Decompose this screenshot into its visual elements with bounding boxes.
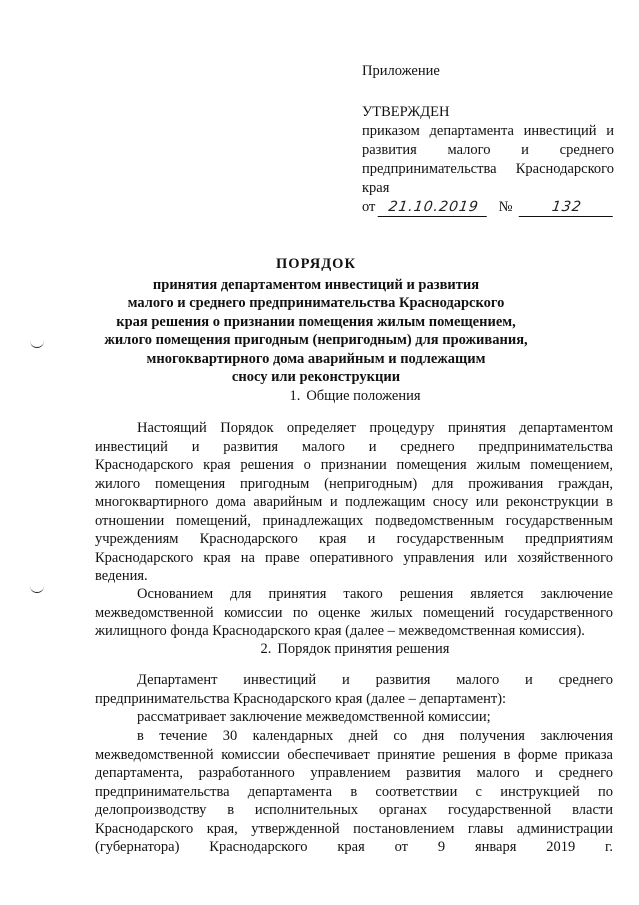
text-line: Департамент инвестиций и развития малого и среднего bbox=[137, 672, 613, 688]
date-label: от bbox=[362, 199, 376, 215]
text-line: Основанием для принятия такого решения является заключение bbox=[137, 586, 613, 602]
text-line: в течение 30 календарных дней со дня получения заключения bbox=[137, 728, 613, 744]
title-line: жилого помещения пригодным (непригодным) для проживания, bbox=[104, 332, 528, 348]
text-line: предпринимательства Краснодарского края (далее – департамент): bbox=[95, 690, 507, 707]
text-line: (губернатора) Краснодарского края от 9 января 2019 г. bbox=[95, 839, 613, 855]
approved-label: УТВЕРЖДЕН bbox=[362, 104, 450, 120]
text-line: департамента, разработанного управлением развития малого и среднего bbox=[95, 765, 613, 781]
approval-line: края bbox=[362, 180, 390, 196]
section-1-heading bbox=[95, 387, 615, 406]
handwritten-date: 21.10.2019 bbox=[378, 198, 490, 217]
text-line: учреждениям Краснодарского края и государственным предприятиям bbox=[95, 531, 613, 547]
title-line: сносу или реконструкции bbox=[231, 369, 401, 385]
text-line: Краснодарского края на праве оперативного управления или хозяйственного bbox=[95, 549, 613, 566]
text-line: Настоящий Порядок определяет процедуру принятия департаментом bbox=[137, 420, 613, 436]
paragraph-scope bbox=[95, 419, 613, 586]
section-number: 2. bbox=[260, 641, 272, 657]
document-title bbox=[90, 255, 542, 387]
title-line: края решения о признании помещения жилым помещением, bbox=[116, 313, 516, 330]
title-line: малого и среднего предпринимательства Краснодарского bbox=[127, 295, 505, 311]
order-date-number-row bbox=[362, 198, 614, 217]
number-label: № bbox=[498, 199, 513, 215]
text-line: предпринимательства департамента в соответствии с инструкцией по bbox=[95, 783, 613, 800]
text-line: Краснодарского края решения о признании помещения жилым помещением, bbox=[95, 457, 613, 473]
title-line: многоквартирного дома аварийным и подлежащим bbox=[146, 350, 486, 367]
text-line: многоквартирного дома аварийным и подлежащим сносу или реконструкции в bbox=[95, 494, 613, 510]
approval-line: развития малого и среднего bbox=[362, 142, 614, 158]
handwritten-number: 132 bbox=[519, 198, 615, 217]
text-line: отношении помещений, принадлежащих подведомственным государственным bbox=[95, 512, 613, 529]
text-line: ведения. bbox=[95, 568, 148, 584]
text-line: делопроизводству в исполнительных органах государственной власти bbox=[95, 802, 613, 818]
text-line: жилого помещения пригодным (непригодным) для проживания граждан, bbox=[95, 475, 613, 492]
appendix-label: Приложение bbox=[362, 63, 440, 79]
text-line: Краснодарского края, утвержденной постановлением главы администрации bbox=[95, 820, 613, 837]
title-main: ПОРЯДОК bbox=[276, 256, 356, 272]
section-2-heading bbox=[95, 640, 615, 659]
section-title: Порядок принятия решения bbox=[277, 641, 450, 657]
text-line: межведомственной комиссии обеспечивает принятие решения в форме приказа bbox=[95, 746, 613, 763]
paragraph-basis bbox=[95, 585, 613, 641]
paragraph-decision bbox=[95, 727, 613, 857]
approval-block bbox=[362, 60, 614, 217]
approval-line: приказом департамента инвестиций и bbox=[362, 123, 614, 139]
section-title: Общие положения bbox=[306, 388, 421, 404]
paragraph-reviews bbox=[95, 708, 613, 727]
approval-line: предпринимательства Краснодарского bbox=[362, 161, 614, 177]
text-line: межведомственной комиссии по оценке жилых помещений государственного bbox=[95, 604, 613, 621]
text-line: инвестиций и развития малого и среднего предпринимательства bbox=[95, 438, 613, 455]
title-line: принятия департаментом инвестиций и развития bbox=[152, 276, 480, 293]
scan-mark bbox=[30, 585, 44, 593]
paragraph-department bbox=[95, 671, 613, 708]
text-line: жилищного фонда Краснодарского края (далее – межведомственная комиссия). bbox=[95, 623, 585, 639]
text-line: рассматривает заключение межведомственной комиссии; bbox=[137, 709, 491, 725]
scan-mark bbox=[30, 340, 44, 348]
section-number: 1. bbox=[289, 388, 301, 404]
